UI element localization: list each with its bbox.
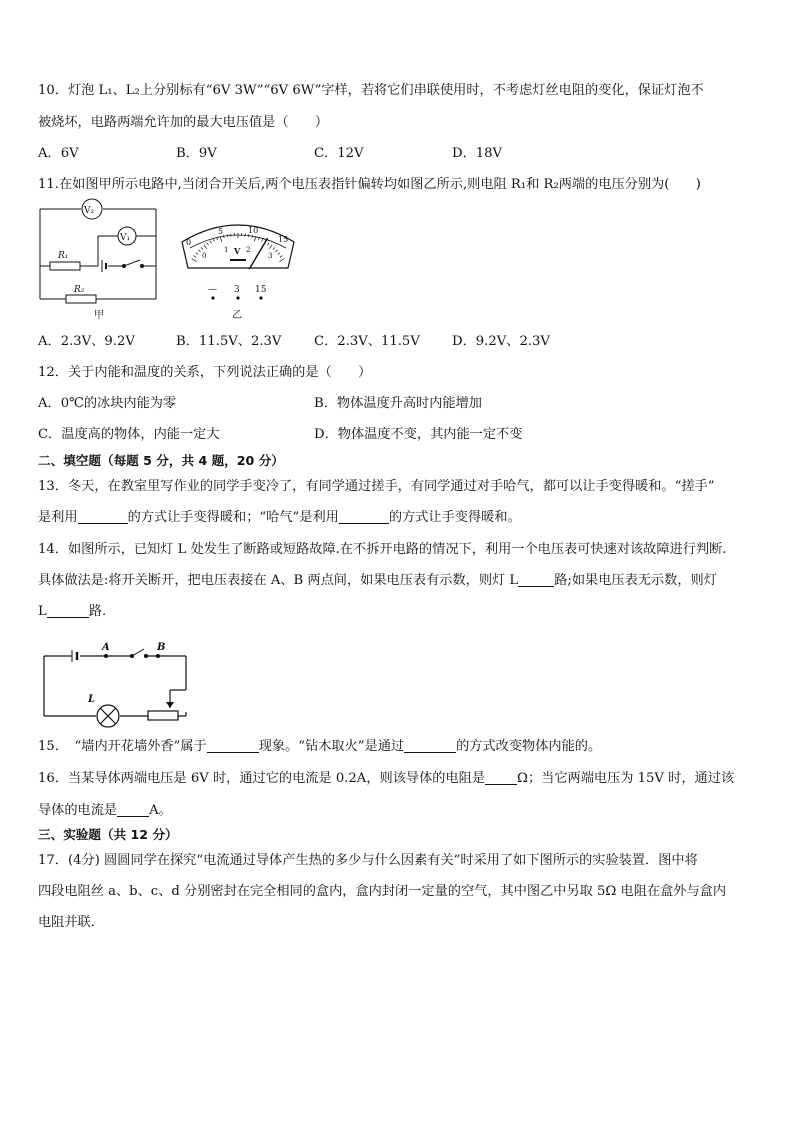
unit-label: V (234, 246, 241, 256)
q17-line1: 17．(4分) 圆圆同学在探究“电流通过导体产生热的多少与什么因素有关”时采用了如下图所示的实验装置．图中将 (38, 853, 698, 868)
outer-scale-5: 5 (218, 227, 224, 236)
q10-line2: 被烧坏，电路两端允许加的最大电压值是（ ） (38, 115, 329, 130)
point-a-label: A (102, 642, 110, 653)
resistor-r1-icon (50, 262, 80, 270)
point-b-label: B (157, 642, 166, 653)
r1-label: R₁ (58, 251, 69, 261)
inner-scale-3: 3 (268, 252, 273, 260)
section-3-heading: 三、实验题（共 12 分） (38, 827, 178, 842)
outer-scale-0: 0 (186, 238, 192, 247)
outer-scale-15: 15 (278, 235, 289, 244)
lamp-l-label: L (88, 694, 96, 705)
battery-icon (72, 650, 77, 662)
figure-jia-caption: 甲 (94, 310, 104, 321)
v2-label: V₂ (84, 206, 95, 216)
dial-tick (231, 234, 232, 237)
q11-option-c: C．2.3V、11.5V (314, 334, 420, 349)
q17-line2: 四段电阻丝 a、b、c、d 分别密封在完全相同的盒内，盒内封闭一定量的空气，其中图乙中另取 5Ω 电阻在盒外与盒内 (38, 884, 727, 899)
q15-line: 15． “墙内开花墙外香”属于 现象。“钻木取火”是通过 的方式改变物体内能的。 (38, 739, 602, 754)
lamp-icon (97, 705, 119, 727)
switch-icon (123, 260, 144, 268)
q12-option-b: B．物体温度升高时内能增加 (314, 396, 482, 411)
q11-option-a: A．2.3V、9.2V (38, 334, 135, 349)
q11-option-d: D．9.2V、2.3V (452, 334, 550, 349)
q11-circuit-figure-jia (36, 200, 166, 322)
outer-scale-10: 10 (248, 226, 259, 235)
r2-label: R₂ (74, 285, 85, 295)
q10-line1: 10．灯泡 L₁、L₂上分别标有“6V 3W”“6V 6W”字样，若将它们串联使用时，不考虑灯丝电阻的变化，保证灯泡不 (38, 83, 704, 98)
q12-option-c: C．温度高的物体，内能一定大 (38, 427, 220, 442)
figure-yi-caption: 乙 (232, 310, 242, 321)
q10-option-b: B．9V (176, 146, 217, 161)
q10-option-c: C．12V (314, 146, 364, 161)
v1-label: V₁ (120, 233, 131, 243)
q11-option-b: B．11.5V、2.3V (176, 334, 282, 349)
q12-option-d: D．物体温度不变，其内能一定不变 (314, 427, 523, 442)
terminal-negative: — (208, 285, 217, 295)
q14-circuit-figure (40, 640, 190, 722)
q10-option-a: A．6V (38, 146, 79, 161)
q14-line1: 14．如图所示，已知灯 L 处发生了断路或短路故障.在不拆开电路的情况下，利用一个电压表可快速对该故障进行判断. (38, 542, 727, 557)
inner-scale-1: 1 (224, 246, 229, 254)
switch-icon (130, 649, 147, 658)
q13-line2: 是利用 的方式让手变得暖和；“哈气”是利用 的方式让手变得暖和。 (38, 510, 521, 525)
q16-line2: 导体的电流是 A。 (38, 803, 172, 818)
q13-line1: 13．冬天，在教室里写作业的同学手变冷了，有同学通过搓手，有同学通过对手哈气，都可以让手变得暖和。“搓手” (38, 479, 715, 494)
q12-stem: 12．关于内能和温度的关系，下列说法正确的是（ ） (38, 365, 372, 380)
q16-line1: 16．当某导体两端电压是 6V 时，通过它的电流是 0.2A，则该导体的电阻是 Ω；当它两端电压为 15V 时，通过该 (38, 771, 735, 786)
dial-tick (245, 234, 246, 237)
battery-icon (102, 260, 106, 272)
q12-option-a: A．0℃的冰块内能为零 (38, 396, 177, 411)
inner-scale-0: 0 (202, 252, 207, 260)
q11-voltmeter-dial-figure-yi (180, 218, 296, 322)
q17-line3: 电阻并联． (38, 915, 104, 930)
q14-line2: 具体做法是:将开关断开，把电压表接在 A、B 两点间，如果电压表有示数，则灯 L 路;如果电压表无示数，则灯 (38, 573, 717, 588)
inner-scale-2: 2 (246, 246, 251, 254)
resistor-r2-icon (66, 295, 96, 303)
q11-stem: 11.在如图甲所示电路中,当闭合开关后,两个电压表指针偏转均如图乙所示,则电阻 R₁和 R₂两端的电压分别为( ) (38, 177, 701, 192)
terminal-3: 3 (234, 285, 240, 295)
section-2-heading: 二、填空题（每题 5 分，共 4 题，20 分） (38, 453, 284, 468)
rheostat-icon (148, 711, 178, 720)
terminal-15: 15 (255, 285, 267, 295)
q10-option-d: D．18V (452, 146, 503, 161)
q14-line3: L 路. (38, 604, 107, 619)
